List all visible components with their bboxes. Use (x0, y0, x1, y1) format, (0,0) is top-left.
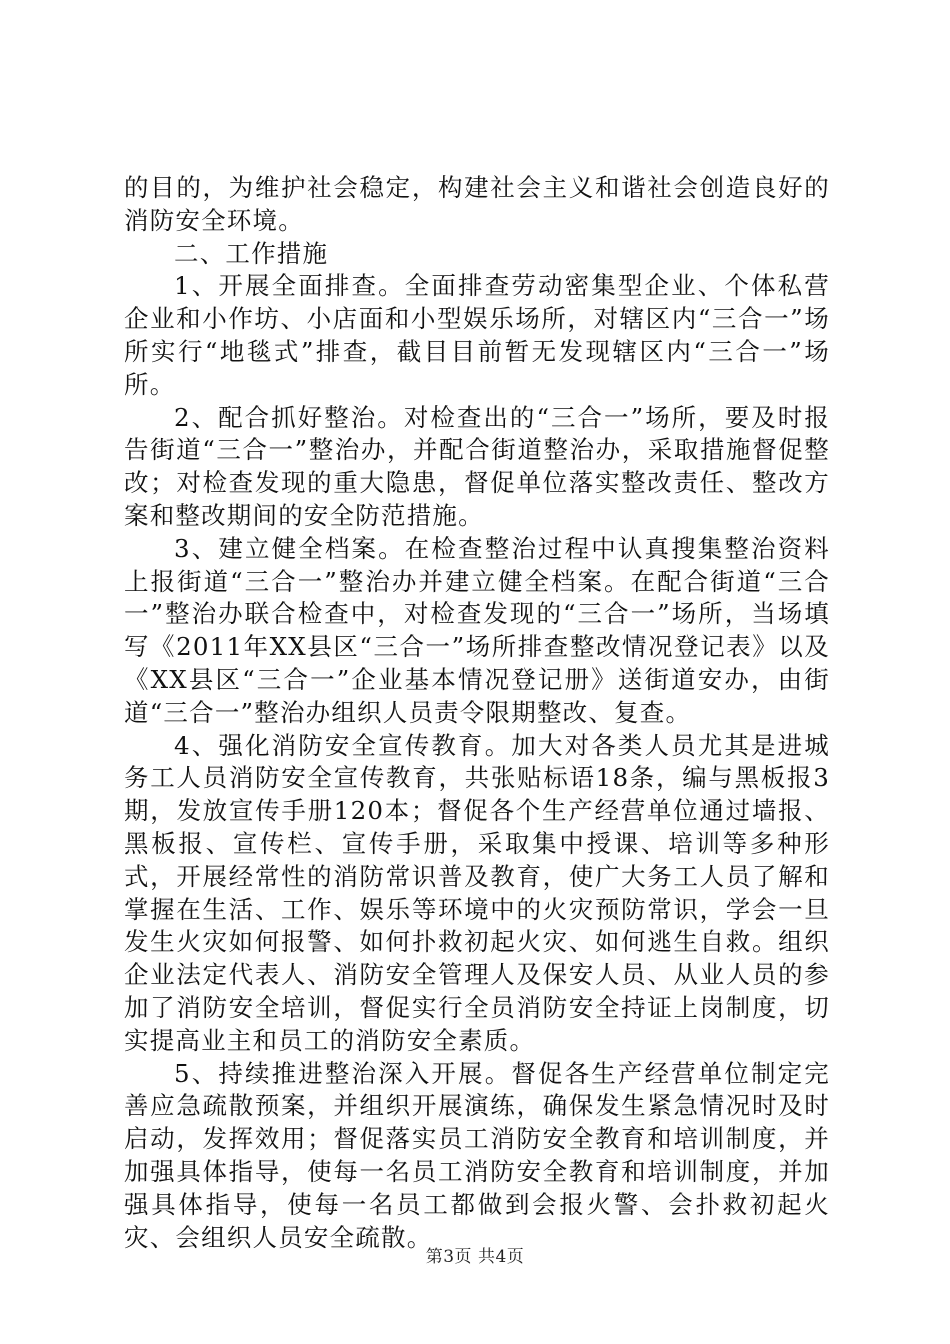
paragraph-item-5: 5、持续推进整治深入开展。督促各生产经营单位制定完善应急疏散预案，并组织开展演练，确保发生紧急情况时及时启动，发挥效用；督促落实员工消防安全教育和培训制度，并加强具体指导，使每一名员工消防安全教育和培训制度，并加强具体指导，使每一名员工都做到会报火警、会扑救初起火灾、会组织人员安全疏散。 (124, 1058, 830, 1252)
document-body (124, 172, 830, 1254)
paragraph-item-2: 2、配合抓好整治。对检查出的“三合一”场所，要及时报告街道“三合一”整治办，并配合街道整治办，采取措施督促整改；对检查发现的重大隐患，督促单位落实整改责任、整改方案和整改期间的安全防范措施。 (124, 402, 830, 530)
paragraph-item-1: 1、开展全面排查。全面排查劳动密集型企业、个体私营企业和小作坊、小店面和小型娱乐场所，对辖区内“三合一”场所实行“地毯式”排查，截目目前暂无发现辖区内“三合一”场所。 (124, 271, 830, 399)
section-heading-work-measures: 二、工作措施 (174, 238, 329, 268)
paragraph-item-3: 3、建立健全档案。在检查整治过程中认真搜集整治资料上报街道“三合一”整治办并建立健全档案。在配合街道“三合一”整治办联合检查中，对检查发现的“三合一”场所，当场填写《2011年XX县区“三合一”场所排查整改情况登记表》以及《XX县区“三合一”企业基本情况登记册》送街道安办，由街道“三合一”整治办组织人员责令限期整改、复查。 (124, 533, 830, 727)
paragraph-continuation: 的目的，为维护社会稳定，构建社会主义和谐社会创造良好的消防安全环境。 (124, 173, 830, 235)
paragraph-item-4: 4、强化消防安全宣传教育。加大对各类人员尤其是进城务工人员消防安全宣传教育，共张贴标语18条，编与黑板报3期，发放宣传手册120本；督促各个生产经营单位通过墙报、黑板报、宣传栏、宣传手册，采取集中授课、培训等多种形式，开展经常性的消防常识普及教育，使广大务工人员了解和掌握在生活、工作、娱乐等环境中的火灾预防常识，学会一旦发生火灾如何报警、如何扑救初起火灾、如何逃生自救。组织企业法定代表人、消防安全管理人及保安人员、从业人员的参加了消防安全培训，督促实行全员消防安全持证上岗制度，切实提高业主和员工的消防安全素质。 (124, 730, 830, 1055)
page-footer: 第3页 共4页 (425, 1247, 525, 1267)
